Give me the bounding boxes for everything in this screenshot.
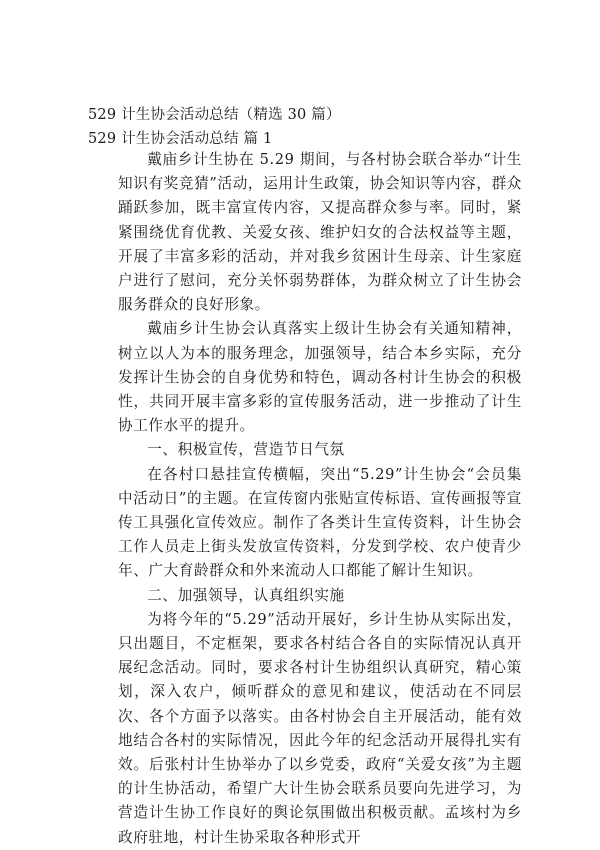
paragraph-2: 戴庙乡计生协会认真落实上级计生协会有关通知精神，树立以人为本的服务理念，加强领导，结合本乡实际，充分发挥计生协会的自身优势和特色，调动各村计生协会的积极性，共同开展丰富多彩的宣传服务活动，进一步推动了计生协工作水平的提升。 [118,320,522,435]
section-title: 529 计生协会活动总结 篇 1 [88,131,273,147]
document-title: 529 计生协会活动总结（精选 30 篇） [88,107,341,123]
paragraph-4: 为将今年的“5.29”活动开展好，乡计生协从实际出发，只出题目，不定框架，要求各村结合各自的实际情况认真开展纪念活动。同时，要求各村计生协组织认真研究，精心策划，深入农户，倾听群众的意见和建议，使活动在不同层次、各个方面予以落实。由各村协会自主开展活动，能有效地结合各村的实际情况，因此今年的纪念活动开展得扎实有效。后张村计生协举办了以乡党委，政府“关爱女孩”为主题的计生协活动，希望广大计生协会联系员要向先进学习，为营造计生协工作良好的舆论氛围做出积极贡献。孟垓村为乡政府驻地，村计生协采取各种形式开 [118,610,522,846]
paragraph-3: 在各村口悬挂宣传横幅，突出“5.29”计生协会“会员集中活动日”的主题。在宣传窗内张贴宣传标语、宣传画报等宣传工具强化宣传效应。制作了各类计生宣传资料，计生协会工作人员走上街头发放宣传资料，分发到学校、农户使青少年、广大育龄群众和外来流动人口都能了解计生知识。 [118,465,522,580]
heading-1: 一、积极宣传，营造节日气氛 [147,441,345,459]
heading-2: 二、加强领导，认真组织实施 [147,586,345,604]
paragraph-1: 戴庙乡计生协在 5.29 期间，与各村协会联合举办“计生知识有奖竞猜”活动，运用计生政策，协会知识等内容，群众踊跃参加，既丰富宣传内容，又提高群众参与率。同时，紧紧围绕优育优教、关爱女孩、维护妇女的合法权益等主题，开展了丰富多彩的活动，并对我乡贫困计生母亲、计生家庭户进行了慰问，充分关怀弱势群体，为群众树立了计生协会服务群众的良好形象。 [118,151,522,314]
document-body [118,148,522,850]
